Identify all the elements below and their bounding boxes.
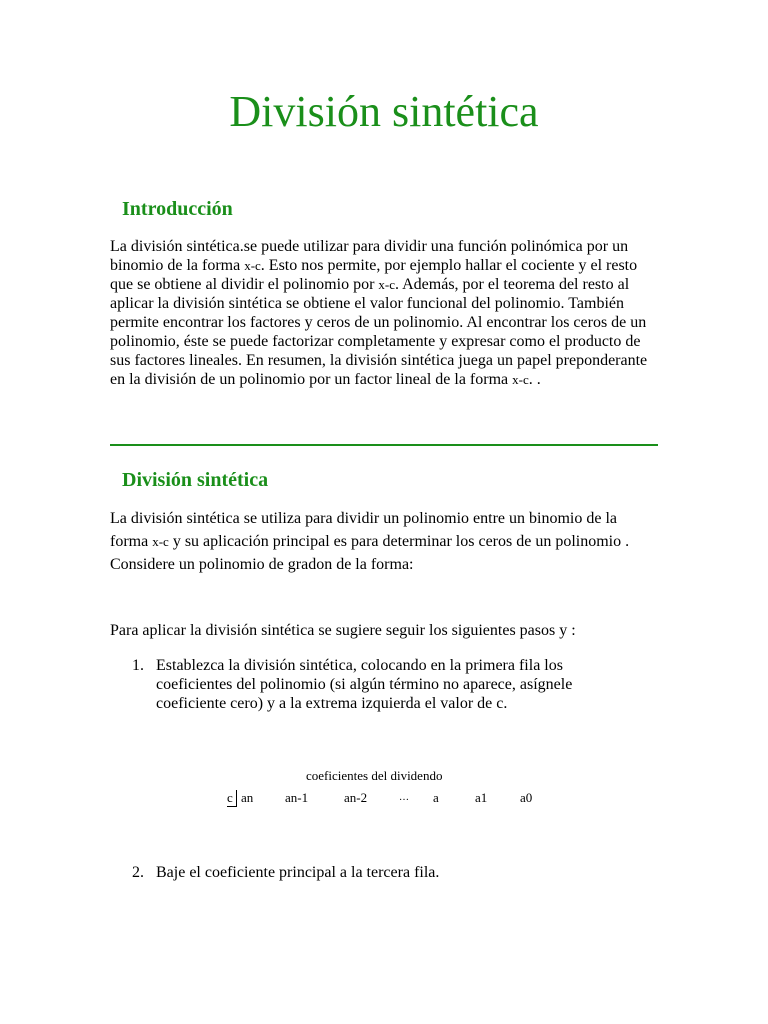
step-number: 1. — [132, 657, 144, 674]
intro-text-2: . Esto nos permite, por ejemplo hallar el cociente y el resto que se obtiene al dividir el polinomio por — [110, 257, 638, 293]
intro-text-4: . . — [528, 371, 541, 388]
section-paragraph — [110, 507, 650, 576]
coefficient-an: an — [241, 790, 254, 805]
coefficient-an-2: an-2 — [344, 790, 368, 805]
section-text-2: y su aplicación principal es para determinar los ceros de un polinomio . Considere un polinomio de gradon de la forma: — [110, 533, 630, 573]
steps-intro: Para aplicar la división sintética se sugiere seguir los siguientes pasos y : — [110, 622, 576, 639]
intro-text-3: . Además, por el teorema del resto al aplicar la división sintética se obtiene el valor funcional del polinomio. También permite encontrar los factores y ceros de un polinomio. Al encontrar los ceros de un polinomio, éste se puede factorizar completamente y expresar como el producto de sus factores lineales. En resumen, la división sintética juega un papel preponderante en la división de un polinomio por un factor lineal de la forma — [110, 276, 648, 388]
divisor-c: c — [227, 790, 237, 807]
section-text-1: La división sintética se utiliza para dividir un polinomio entre un binomio de la forma — [110, 510, 617, 550]
step-item-1 — [132, 656, 632, 713]
section-divider — [110, 444, 658, 446]
intro-formula-3: x-c — [512, 372, 529, 387]
coefficients-label: coeficientes del dividendo — [306, 768, 443, 783]
coefficient-a1: a1 — [475, 790, 488, 805]
coefficient-a: a — [433, 790, 439, 805]
document-title: División sintética — [229, 87, 539, 136]
ellipsis: … — [399, 792, 409, 803]
coefficient-a0: a0 — [520, 790, 533, 805]
section-heading: División sintética — [122, 469, 269, 491]
step-text: Establezca la división sintética, colocando en la primera fila los coeficientes del polinomio (si algún término no aparece, asígnele coeficiente cero) y a la extrema izquierda el valor de c. — [156, 657, 573, 712]
intro-text-1: La división sintética.se puede utilizar para dividir una función polinómica por un binomio de la forma — [110, 238, 629, 274]
coefficient-an-1: an-1 — [285, 790, 309, 805]
step-number: 2. — [132, 864, 144, 881]
intro-formula-2: x-c — [378, 277, 395, 292]
step-text: Baje el coeficiente principal a la tercera fila. — [156, 864, 440, 881]
intro-formula-1: x-c — [244, 258, 261, 273]
section-formula: x-c — [152, 534, 169, 549]
step-item-2 — [132, 863, 632, 882]
intro-heading: Introducción — [122, 198, 233, 220]
intro-paragraph — [110, 237, 650, 389]
